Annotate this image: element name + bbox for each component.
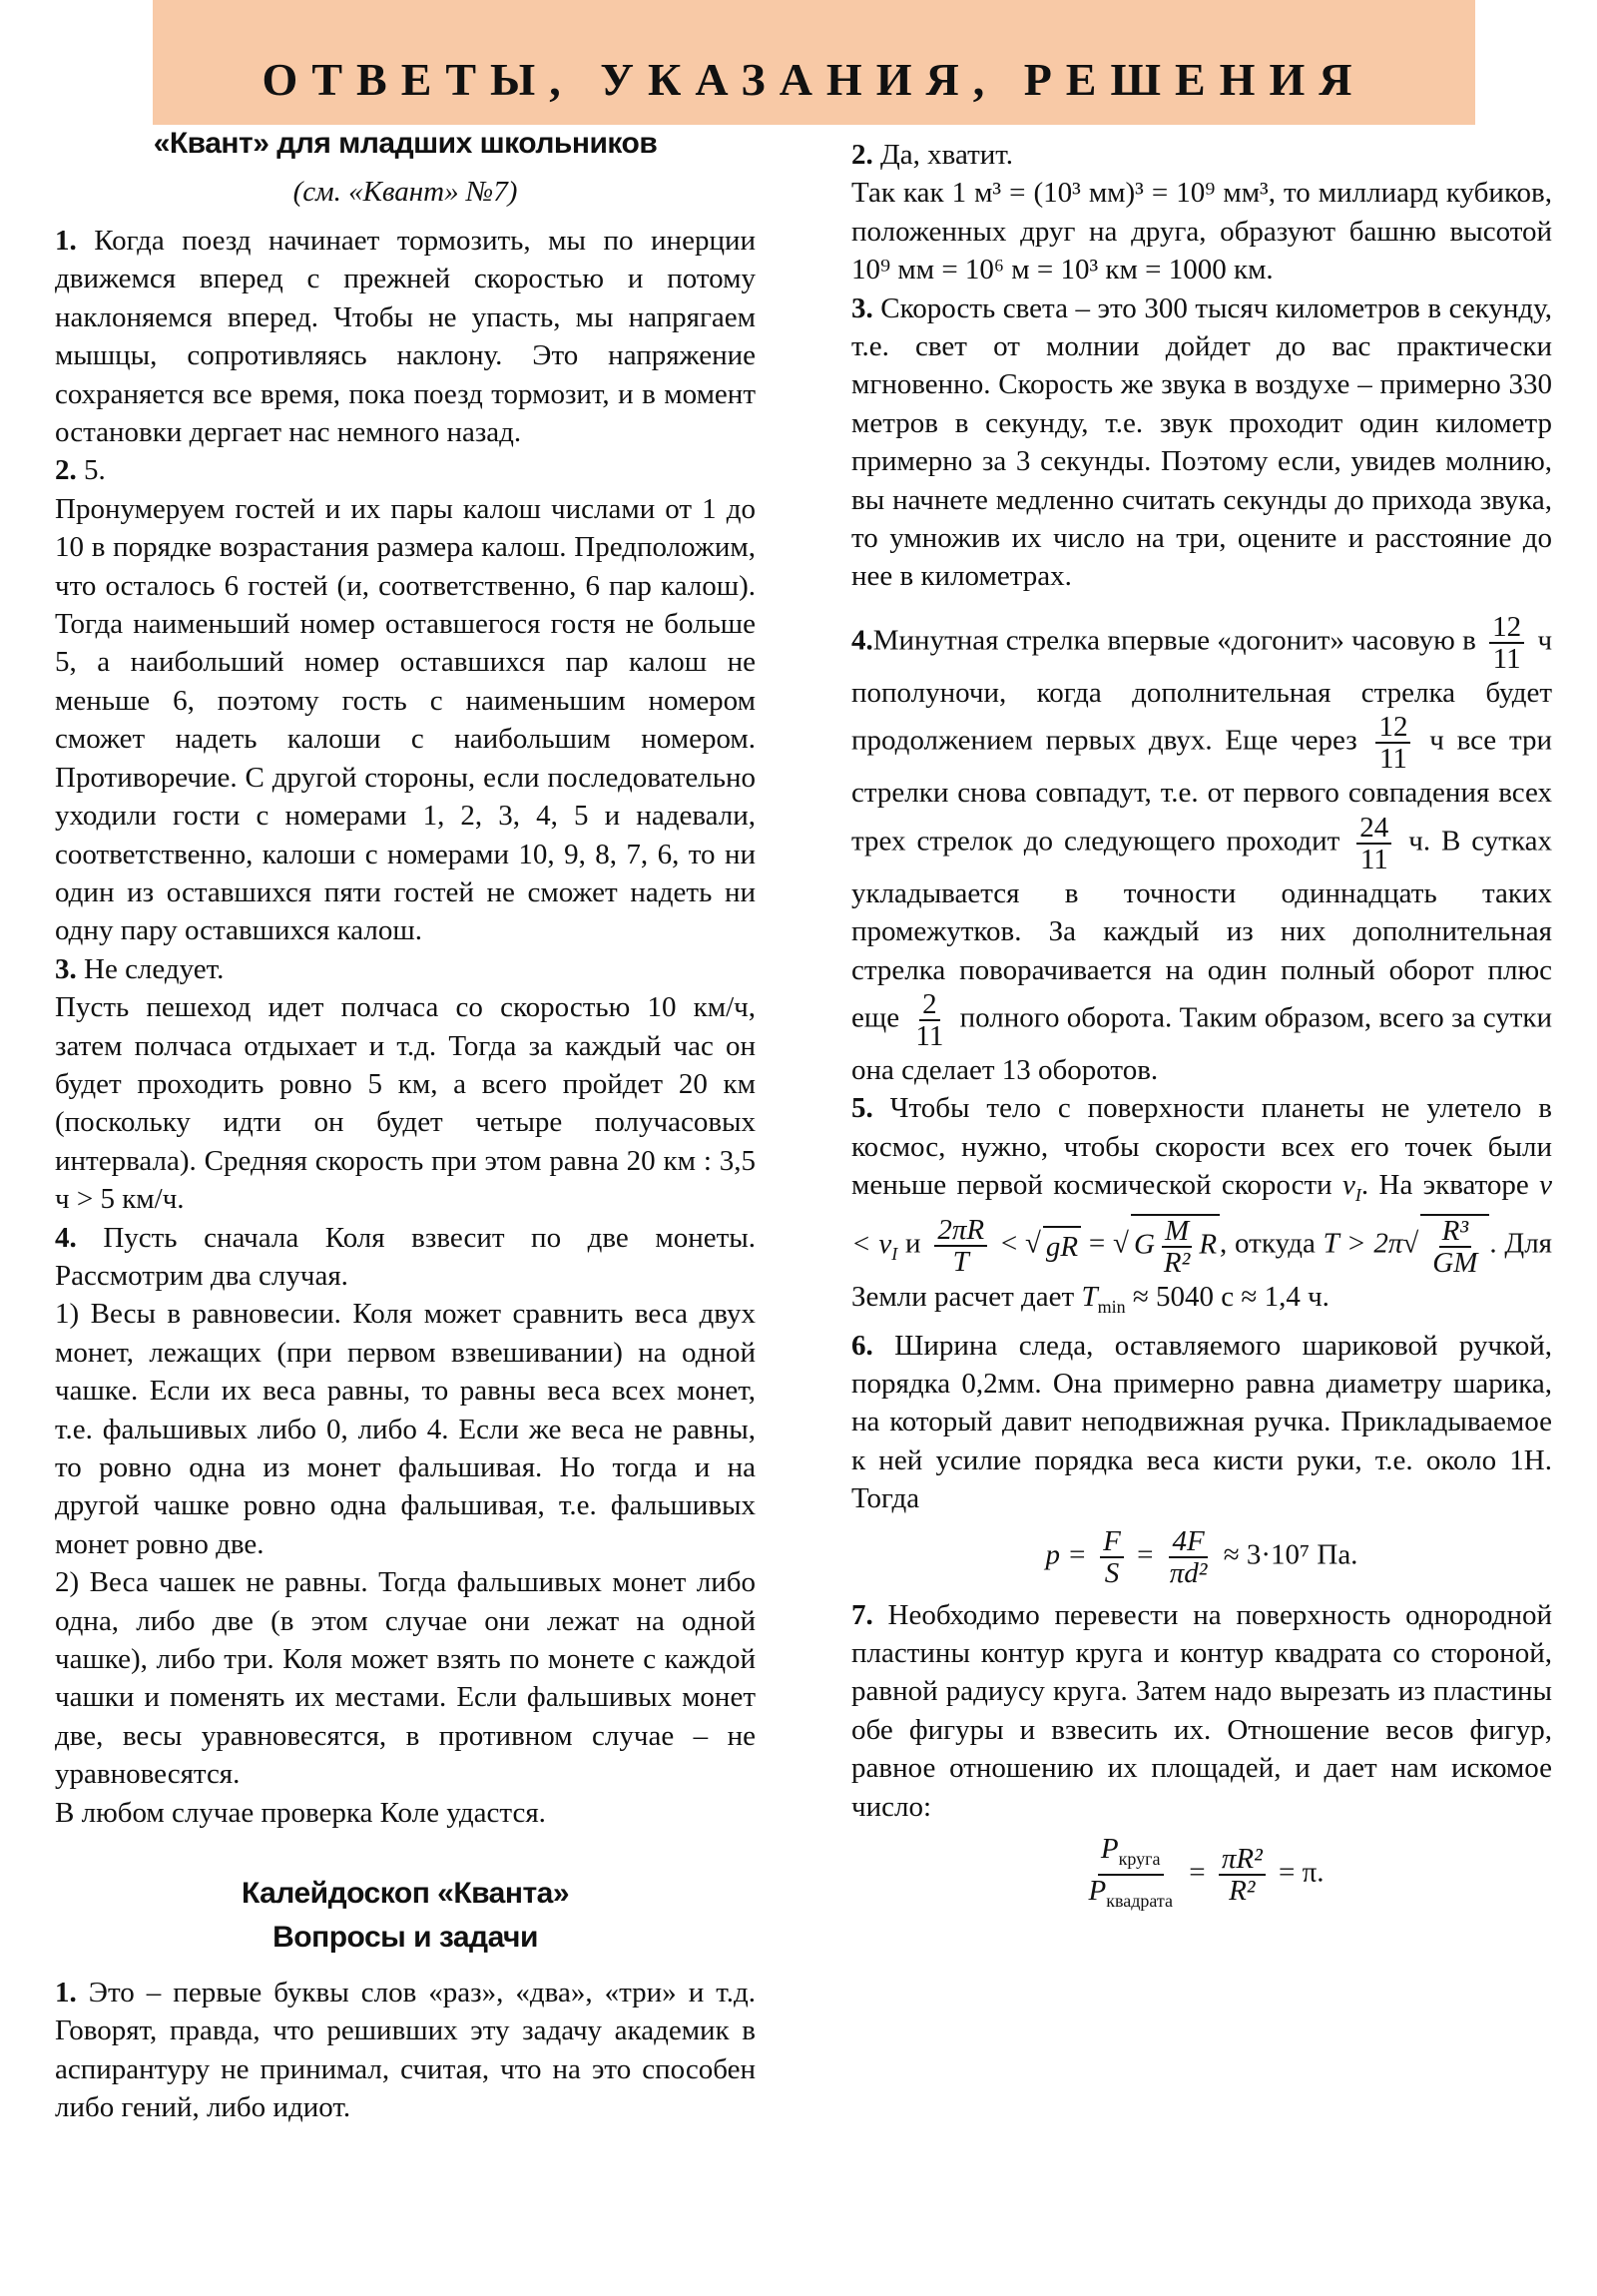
section-title: Калейдоскоп «Кванта» xyxy=(241,1877,570,1911)
fraction: $\frac{\text{πR²}}{\text{R²}}$ xyxy=(1219,1844,1266,1906)
header-band xyxy=(153,0,1475,125)
answer-5: 5. Чтобы тело с поверхности планеты не улетело в космос, нужно, чтобы скорости всех его точек были меньше первой космической скорости $v_I$. На экваторе $v < v_I$ и $\frac{2\pi R}{T}$ < √ gR = √ G $\frac{M}{\text{R²}}$ R , откуда T > 2π√ $\frac{\text{R³}}{GM}$ . Для Земли расчет дает $T_{min} \approx 5040$ с ≈ 1,4 ч. xyxy=(851,1092,1553,1318)
answer-3-body: Пусть пешеход идет полчаса со скоростью 10 км/ч, затем полчаса отдыхает и т.д. Тогда за каждый час он будет проходить ровно 5 км, а всего пройдет 20 км (поскольку идти он будет четыре получасовых интервала). Средняя скорость при этом равна 20 км : 3,5 ч > 5 км/ч. xyxy=(55,991,756,1216)
fraction: $\frac{\text{R³}}{GM}$ xyxy=(1432,1215,1478,1280)
fraction: $\frac{2\pi R}{T}$ xyxy=(934,1215,987,1277)
kaleidoscope-answer-1: 1. Это – первые буквы слов «раз», «два», «три» и т.д. Говорят, правда, что решивших эту задачу академик в аспирантуру не принимал, считая, что на это способен либо гений, либо идиот. xyxy=(55,1977,756,2124)
answer-3: 3. Не следует. xyxy=(55,952,225,985)
fraction: $\frac{M}{\text{R²}}$ xyxy=(1163,1215,1191,1280)
answer-2: 2. 5. xyxy=(55,454,106,487)
right-column xyxy=(851,136,1552,1924)
page-title: ОТВЕТЫ, УКАЗАНИЯ, РЕШЕНИЯ xyxy=(262,54,1366,105)
ratio-formula: $\frac{P_{круга}}{P_{квадрата}}$ = $\frac{\text{πR²}}{\text{R²}}$ = π. xyxy=(851,1834,1552,1916)
left-column xyxy=(55,122,756,2127)
sqrt xyxy=(1420,1214,1489,1278)
answer-6: 6. Ширина следа, оставляемого шариковой ручкой, порядка 0,2мм. Она примерно равна диаметру шарика, на который давит неподвижная ручка. Прикладываемое к ней усилие порядка веса кисти руки, т.е. около 1Н. Тогда xyxy=(851,1329,1552,1515)
answer-2-body: Так как 1 м³ = (10³ мм)³ = 10⁹ мм³, то миллиард кубиков, положенных друг на друга, образуют башню высотой 10⁹ мм = 10⁶ м = 10³ км = 1000 км. xyxy=(851,177,1552,287)
fraction: $\frac{24}{11}$ xyxy=(1356,813,1391,874)
sqrt: G $\frac{M}{\text{R²}}$ R xyxy=(1131,1214,1220,1278)
answer-1: 1. Когда поезд начинает тормозить, мы по инерции движемся вперед с прежней скоростью и потому наклоняемся вперед. Чтобы не упасть, мы напрягаем мышцы, сопротивляясь наклону. Это напряжение сохраняется все время, пока поезд тормозит, и в момент остановки дергает нас немного назад. xyxy=(55,225,757,449)
section-subtitle: (см. «Квант» №7) xyxy=(292,176,518,208)
fraction: $\frac{4F}{\text{πd²}}$ xyxy=(1169,1524,1208,1589)
pressure-formula: p = $\frac{F}{S}$ = $\frac{4F}{\text{πd²}}$ ≈ 3·10⁷ Па. xyxy=(1045,1524,1358,1589)
fraction: $\frac{12}{11}$ xyxy=(1489,612,1524,674)
section-title: «Квант» для младших школьников xyxy=(153,127,658,160)
section-subtitle: Вопросы и задачи xyxy=(272,1921,538,1955)
answer-4-conclusion: В любом случае проверка Коле удастся. xyxy=(55,1796,546,1829)
sqrt: gR xyxy=(1043,1226,1081,1266)
answer-4-case-1: 1) Весы в равновесии. Коля может сравнить веса двух монет, лежащих (при первом взвешивании) на одной чашке. Если их веса равны, то равны веса всех монет, т.е. фальшивых либо 0, либо 4. Если же веса не равны, то ровно одна из монет фальшивая. Но тогда и на другой чашке ровно одна фальшивая, т.е. фальшивых монет ровно две. xyxy=(55,1298,756,1560)
fraction: $\frac{P_{круга}}{P_{квадрата}}$ xyxy=(1088,1833,1173,1911)
answer-3: 3. Скорость света – это 300 тысяч километров в секунду, т.е. свет от молнии дойдет до вас практически мгновенно. Скорость же звука в воздухе – примерно 330 метров в секунду, т.е. звук проходит один километр примерно за 3 секунды. Поэтому если, увидев молнию, вы начнете медленно считать секунды до прихода звука, то умножив их число на три, оцените и расстояние до нее в километрах. xyxy=(851,291,1553,593)
fraction: $\frac{F}{S}$ xyxy=(1100,1526,1124,1588)
answer-4: 4. Пусть сначала Коля взвесит по две монеты. Рассмотрим два случая. xyxy=(55,1221,756,1292)
answer-4: 4.Минутная стрелка впервые «догонит» часовую в $\frac{12}{11}$ ч пополуночи, когда дополнительная стрелка будет продолжением первых двух. Еще через $\frac{12}{11}$ ч все три стрелки снова совпадут, т.е. от первого совпадения всех трех стрелок до следующего проходит $\frac{24}{11}$ ч. В сутках укладывается в точности одиннадцать таких промежутков. За каждый из них дополнительная стрелка поворачивается на один полный оборот плюс еще $\frac{2}{11}$ полного оборота. Таким образом, всего за сутки она сделает 13 оборотов. xyxy=(851,610,1553,1086)
answer-2-body: Пронумеруем гостей и их пары калош числами от 1 до 10 в порядке возрастания размера калош. Предположим, что осталось 6 гостей (и, соответственно, 6 пар калош). Тогда наименьший номер оставшегося гостя не больше 5, а наибольший номер оставшихся пар калош не меньше 6, поэтому гость с наименьшим номером сможет надеть калоши с наибольшим номером. Противоречие. С другой стороны, если последовательно уходили гости с номерами 1, 2, 3, 4, 5 и надевали, соответственно, калоши с номерами 10, 9, 8, 7, 6, то ни один из оставшихся пяти гостей не сможет надеть ни одну пару оставшихся калош. xyxy=(55,492,756,947)
answer-7: 7. Необходимо перевести на поверхность однородной пластины контур круга и контур квадрата со стороной, равной радиусу круга. Затем надо вырезать из пластины обе фигуры и взвесить их. Отношение весов фигур, равное отношению их площадей, и дает нам искомое число: xyxy=(851,1598,1553,1823)
fraction: $\frac{12}{11}$ xyxy=(1375,712,1410,774)
answer-4-case-2: 2) Веса чашек не равны. Тогда фальшивых монет либо одна, либо две (в этом случае они лежат на одной чашке), либо три. Коля может взять по монете с каждой чашки и поменять их местами. Если фальшивых монет две, весы уравновесятся, в противном случае – не уравновесятся. xyxy=(55,1566,756,1791)
answer-2: 2. Да, хватит. xyxy=(851,139,1014,171)
fraction: $\frac{2}{11}$ xyxy=(915,987,944,1052)
